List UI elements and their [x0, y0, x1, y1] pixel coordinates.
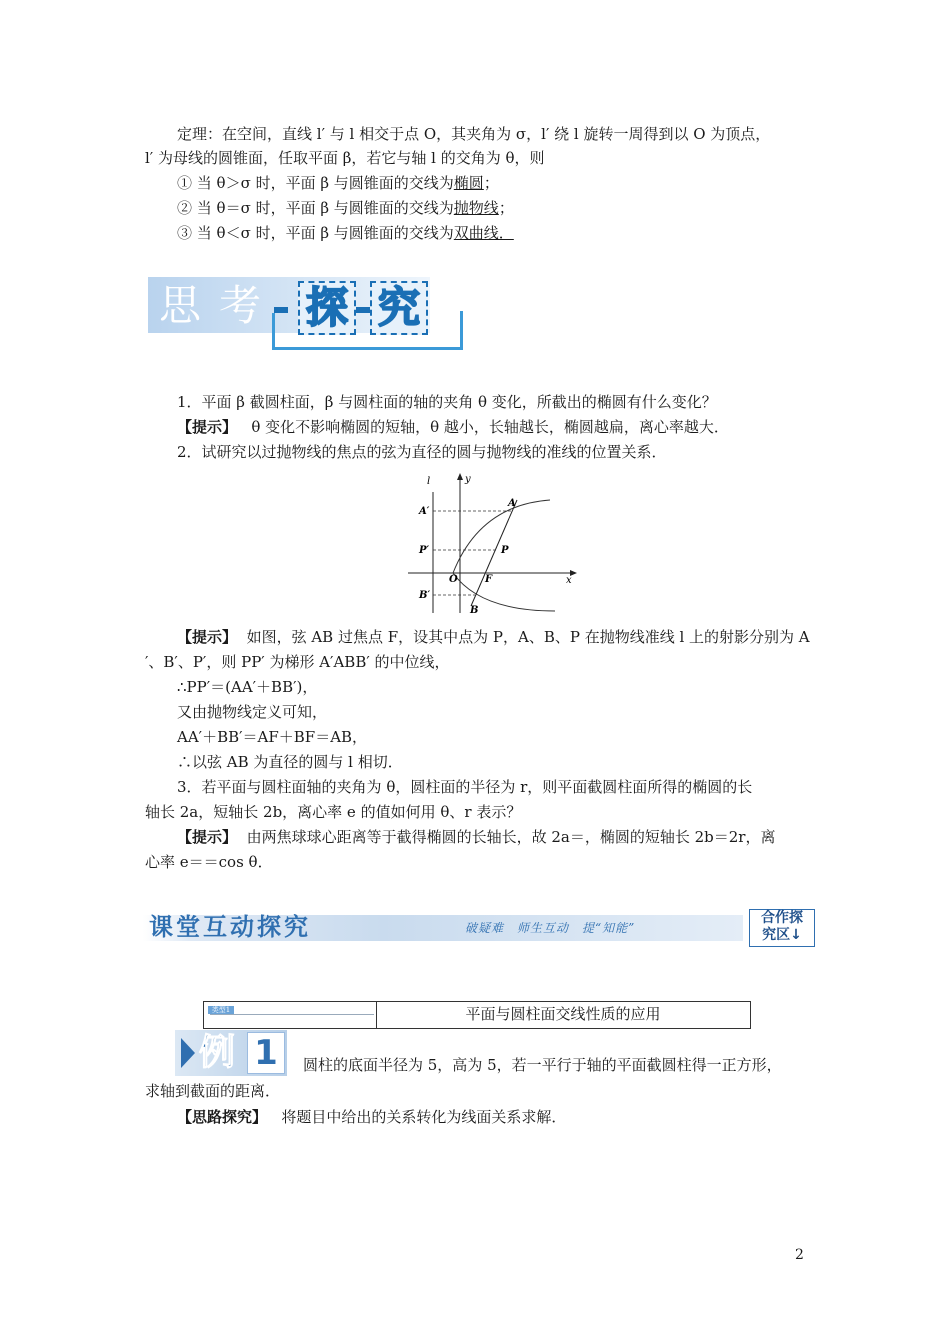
parabola-figure: [405, 470, 580, 615]
question-1-hint: [177, 415, 847, 439]
case-2-prefix: ② 当 θ＝σ 时，平面 β 与圆锥面的交线为: [177, 199, 454, 217]
label-l: l: [427, 476, 431, 487]
case-1-term: 椭圆: [453, 174, 484, 192]
hint-text: 由两焦球球心距离等于截得椭圆的长轴长，故 2a＝，椭圆的短轴长 2b＝2r，离: [246, 828, 776, 846]
question-2-hint-line-1: [177, 625, 847, 649]
theorem-line-2: l′ 为母线的圆锥面，任取平面 β，若它与轴 l 的交角为 θ，则: [145, 149, 545, 167]
question-3-hint-line-2: 心率 e＝＝cos θ．: [145, 853, 273, 871]
case-1-suffix: ；: [483, 174, 499, 192]
label-a-prime: A′: [419, 506, 430, 517]
example-number: 1: [247, 1032, 285, 1074]
question-2-hint-line-4: 又由抛物线定义可知，: [177, 703, 328, 721]
hint-text: 如图，弦 AB 过焦点 F，设其中点为 P，A、B、P 在抛物线准线 l 上的射影分别为 A: [246, 628, 810, 646]
case-2-suffix: ；: [498, 199, 514, 217]
theorem-line-1: 定理：在空间，直线 l′ 与 l 相交于点 O，其夹角为 σ，l′ 绕 l 旋转一周得到以 O 为顶点，: [177, 125, 771, 143]
think-explore-banner: [148, 277, 466, 357]
case-2-term: 抛物线: [453, 199, 499, 217]
label-o: O: [449, 574, 458, 585]
label-x: x: [566, 575, 572, 586]
case-3-term: 双曲线．: [453, 224, 514, 242]
example-text-line-1: 圆柱的底面半径为 5，高为 5，若一平行于轴的平面截圆柱得一正方形，: [303, 1056, 782, 1074]
label-p-prime: P′: [419, 545, 430, 556]
theorem-case-3: [177, 221, 847, 245]
question-2-hint-line-6: ∴以弦 AB 为直径的圆与 l 相切．: [177, 753, 403, 771]
question-2-hint-line-5: AA′＋BB′＝AF＋BF＝AB，: [177, 728, 368, 746]
example-analysis: [177, 1105, 847, 1129]
banner-char-kao: 考: [218, 281, 261, 330]
label-b-prime: B′: [419, 590, 431, 601]
topic-tag: [204, 1002, 377, 1028]
question-2-hint-line-2: ′、B′、P′，则 PP′ 为梯形 A′ABB′ 的中位线，: [145, 653, 450, 671]
hint-label: 【提示】: [177, 628, 238, 646]
question-3-line-2: 轴长 2a，短轴长 2b，离心率 e 的值如何用 θ、r 表示？: [145, 803, 522, 821]
banner-subtitle: 破疑难 师生互动 提“知能”: [465, 921, 636, 935]
banner-frame-left: [272, 313, 275, 347]
topic-tag-arrow: [210, 1014, 374, 1015]
label-a: A: [508, 498, 516, 509]
topic-title: 平面与圆柱面交线性质的应用: [465, 1005, 661, 1023]
play-triangle-icon: [181, 1038, 195, 1068]
banner-char-jiu: 究: [370, 281, 428, 335]
hint-label: 【提示】: [177, 828, 238, 846]
case-1-prefix: ① 当 θ＞σ 时，平面 β 与圆锥面的交线为: [177, 174, 454, 192]
label-b: B: [470, 605, 479, 615]
banner-title: 课堂互动探究: [149, 913, 311, 941]
example-label: 例: [199, 1032, 236, 1073]
label-p: P: [501, 545, 509, 556]
box-line-2: 究区↓: [762, 927, 802, 943]
question-1: 1．平面 β 截圆柱面，β 与圆柱面的轴的夹角 θ 变化，所截出的椭圆有什么变化？: [177, 393, 717, 411]
question-2: 2．试研究以过抛物线的焦点的弦为直径的圆与抛物线的准线的位置关系．: [177, 443, 667, 461]
banner-char-tan: 探: [298, 281, 356, 335]
y-axis-arrow: [457, 473, 463, 480]
label-y: y: [465, 474, 471, 485]
label-f: F: [485, 574, 493, 585]
class-interaction-banner: [143, 907, 815, 947]
example-badge: [175, 1030, 287, 1076]
hint-label: 【提示】: [177, 418, 238, 436]
topic-tag-label: 类型1: [208, 1006, 234, 1014]
banner-dash: [356, 307, 370, 313]
analysis-text: 将题目中给出的关系转化为线面关系求解．: [281, 1108, 567, 1126]
question-2-hint-line-3: ∴PP′＝(AA′＋BB′)，: [177, 678, 318, 696]
case-3-prefix: ③ 当 θ＜σ 时，平面 β 与圆锥面的交线为: [177, 224, 454, 242]
page-number: 2: [795, 1247, 804, 1263]
box-line-1: 合作探: [761, 910, 803, 926]
cooperation-zone-box: [749, 909, 815, 947]
chord-ab: [471, 500, 517, 606]
topic-box: [203, 1001, 751, 1029]
hint-text: θ 变化不影响椭圆的短轴，θ 越小，长轴越长，椭圆越扁，离心率越大．: [251, 418, 729, 436]
question-3-hint-line-1: [177, 825, 847, 849]
question-3-line-1: 3．若平面与圆柱面轴的夹角为 θ，圆柱面的半径为 r，则平面截圆柱面所得的椭圆的长: [177, 778, 753, 796]
example-text-line-2: 求轴到截面的距离．: [145, 1082, 281, 1100]
banner-char-si: 思: [158, 281, 201, 330]
analysis-label: 【思路探究】: [177, 1108, 268, 1126]
theorem-case-1: [177, 171, 847, 195]
banner-dash: [274, 307, 288, 313]
theorem-case-2: [177, 196, 847, 220]
